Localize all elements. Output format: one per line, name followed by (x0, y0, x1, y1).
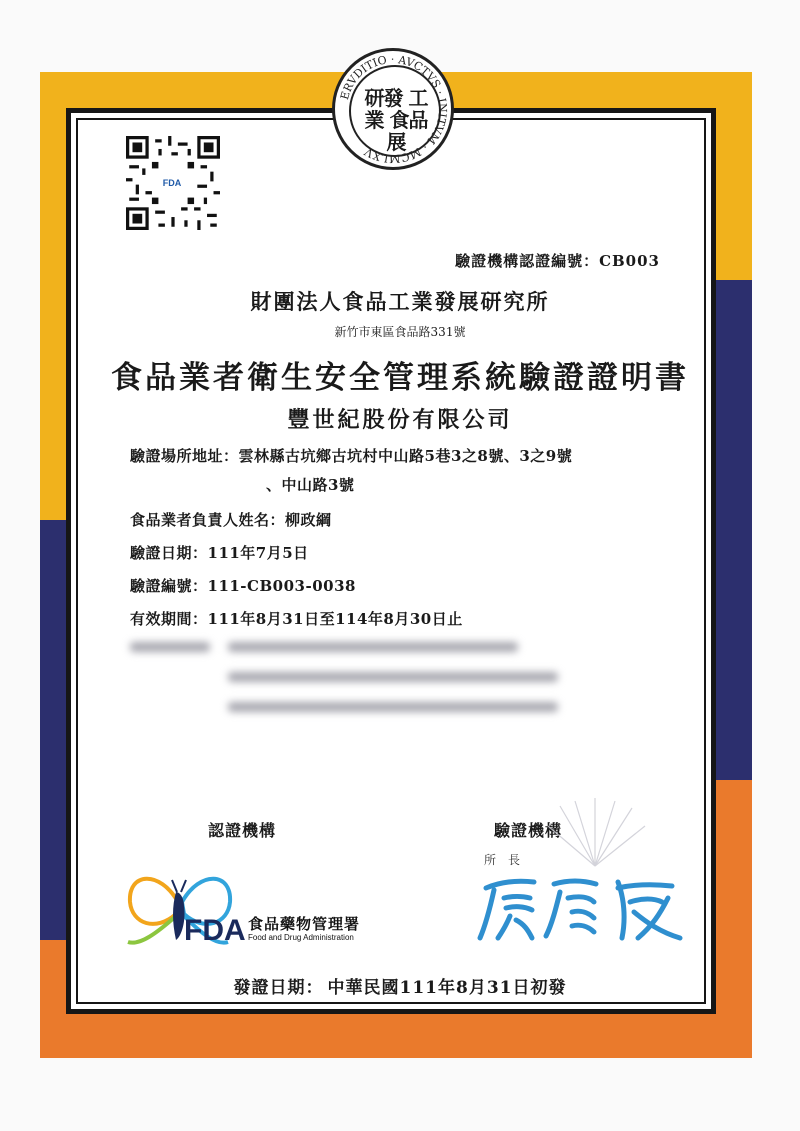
fda-english-name: Food and Drug Administration (248, 933, 354, 942)
accreditation-number: 驗證機構認證編號：CB003 (455, 252, 660, 270)
organization-address: 新竹市東區食品路331號 (334, 325, 466, 339)
issuing-organization: 財團法人食品工業發展研究所 (250, 289, 550, 314)
redacted-scope-block (120, 630, 580, 720)
director-title: 所 長 (484, 853, 521, 867)
site-address-line1: 驗證場所地址：雲林縣古坑鄉古坑村中山路5巷3之8號、3之9號 (130, 447, 573, 465)
seal-glyphs: 研發 工業 食品 展 (364, 86, 428, 154)
site-address-line2: 、中山路3號 (266, 476, 355, 494)
certificate-title: 食品業者衛生安全管理系統驗證證明書 (111, 360, 689, 396)
svg-text:ERVDITIO · AVCTVS · INITVM · M: ERVDITIO · AVCTVS · INITVM · MCMLXV (338, 52, 450, 166)
fda-abbreviation: FDA (184, 914, 246, 947)
certifying-body-label: 認證機構 (208, 821, 277, 840)
faint-stamp-mark (540, 796, 650, 868)
verification-date: 驗證日期：111年7月5日 (130, 544, 309, 562)
responsible-person: 食品業者負責人姓名：柳政綱 (130, 511, 332, 529)
company-name: 豐世紀股份有限公司 (287, 407, 513, 433)
issue-date-value: 中華民國111年8月31日初發 (327, 978, 567, 998)
verification-number: 驗證編號：111-CB003-0038 (130, 577, 356, 595)
issue-date-line (0, 973, 800, 998)
verification-body-label: 驗證機構 (494, 821, 563, 840)
director-signature (476, 868, 686, 946)
issue-date-label: 發證日期： (233, 978, 324, 998)
institute-seal (332, 48, 454, 170)
validity-period: 有效期間：111年8月31日至114年8月30日止 (130, 610, 463, 628)
fda-chinese-name: 食品藥物管理署 (248, 915, 361, 933)
fda-qr-logo: FDA (152, 170, 192, 196)
